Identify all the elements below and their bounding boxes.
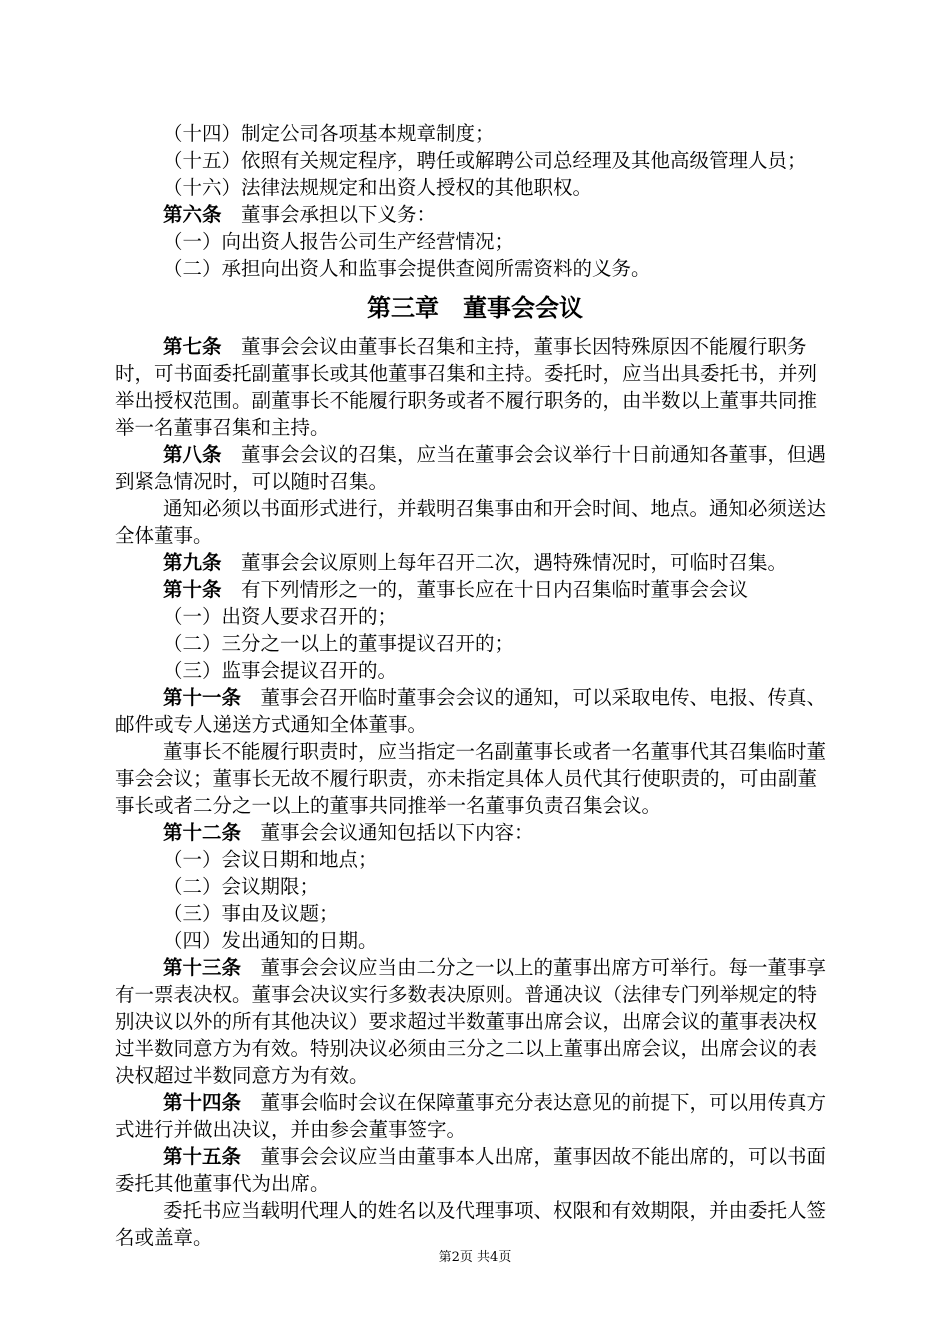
article-text: 董事会召开临时董事会会议的通知，可以采取电传、电报、传真、邮件或专人递送方式通知全体董事。 xyxy=(115,686,827,736)
article-label: 第十条 xyxy=(163,578,222,601)
article-text: 董事会承担以下义务： xyxy=(221,203,437,226)
article-12-item-2: （二）会议期限； xyxy=(163,875,320,898)
article-8-paragraph-2: 通知必须以书面形式进行，并载明召集事由和开会时间、地点。通知必须送达全体董事。 xyxy=(115,497,827,547)
article-label: 第十三条 xyxy=(163,956,242,979)
article-text: 董事会会议通知包括以下内容： xyxy=(241,821,534,844)
article-label: 第八条 xyxy=(163,443,222,466)
article-11 xyxy=(115,684,835,738)
article-8 xyxy=(115,441,835,495)
article-11-paragraph-2: 董事长不能履行职责时，应当指定一名副董事长或者一名董事代其召集临时董事会会议；董事长无故不履行职责，亦未指定具体人员代其行使职责的，可由副董事长或者二分之一以上的董事共同推举一名董事负责召集会议。 xyxy=(115,740,827,817)
article-label: 第十二条 xyxy=(163,821,242,844)
page-footer: 第2页 共4页 xyxy=(438,1250,512,1265)
clause-15: （十五）依照有关规定程序，聘任或解聘公司总经理及其他高级管理人员； xyxy=(163,149,807,172)
article-12-item-3: （三）事由及议题； xyxy=(163,902,339,925)
article-text: 董事会会议的召集，应当在董事会会议举行十日前通知各董事，但遇到紧急情况时，可以随时召集。 xyxy=(115,443,827,493)
article-label: 第七条 xyxy=(163,335,222,358)
article-text: 董事会会议应当由董事本人出席，董事因故不能出席的，可以书面委托其他董事代为出席。 xyxy=(115,1145,827,1195)
article-text: 董事会会议原则上每年召开二次，遇特殊情况时，可临时召集。 xyxy=(221,551,788,574)
article-6 xyxy=(115,201,835,228)
chapter-title: 第三章 董事会会议 xyxy=(367,293,583,322)
article-text: 有下列情形之一的，董事长应在十日内召集临时董事会会议 xyxy=(221,578,749,601)
article-7 xyxy=(115,333,835,441)
article-6-item-2: （二）承担向出资人和监事会提供查阅所需资料的义务。 xyxy=(163,257,651,280)
clause-16: （十六）法律法规规定和出资人授权的其他职权。 xyxy=(163,176,593,199)
article-text: 董事会临时会议在保障董事充分表达意见的前提下，可以用传真方式进行并做出决议，并由参会董事签字。 xyxy=(115,1091,827,1141)
article-text: 董事会会议由董事长召集和主持，董事长因特殊原因不能履行职务时，可书面委托副董事长或其他董事召集和主持。委托时，应当出具委托书，并列举出授权范围。副董事长不能履行职务或者不履行职务的，由半数以上董事共同推举一名董事召集和主持。 xyxy=(115,335,818,439)
article-12 xyxy=(115,819,835,846)
article-10 xyxy=(115,576,835,603)
article-label: 第十一条 xyxy=(163,686,242,709)
document-body xyxy=(115,120,835,1251)
article-10-item-3: （三）监事会提议召开的。 xyxy=(163,659,398,682)
article-10-item-1: （一）出资人要求召开的； xyxy=(163,605,398,628)
article-14 xyxy=(115,1089,835,1143)
article-label: 第六条 xyxy=(163,203,222,226)
article-6-item-1: （一）向出资人报告公司生产经营情况； xyxy=(163,230,515,253)
article-13 xyxy=(115,954,835,1089)
article-label: 第九条 xyxy=(163,551,222,574)
article-12-item-1: （一）会议日期和地点； xyxy=(163,848,378,871)
article-label: 第十五条 xyxy=(163,1145,242,1168)
article-12-item-4: （四）发出通知的日期。 xyxy=(163,929,378,952)
article-text: 董事会会议应当由二分之一以上的董事出席方可举行。每一董事享有一票表决权。董事会决议实行多数表决原则。普通决议（法律专门列举规定的特别决议以外的所有其他决议）要求超过半数董事出席会议，出席会议的董事表决权过半数同意方为有效。特别决议必须由三分之二以上董事出席会议，出席会议的表决权超过半数同意方为有效。 xyxy=(115,956,827,1087)
clause-14: （十四）制定公司各项基本规章制度； xyxy=(163,122,495,145)
article-15 xyxy=(115,1143,835,1197)
article-9 xyxy=(115,549,835,576)
article-15-paragraph-2: 委托书应当载明代理人的姓名以及代理事项、权限和有效期限，并由委托人签名或盖章。 xyxy=(115,1199,827,1249)
article-label: 第十四条 xyxy=(163,1091,242,1114)
article-10-item-2: （二）三分之一以上的董事提议召开的； xyxy=(163,632,515,655)
